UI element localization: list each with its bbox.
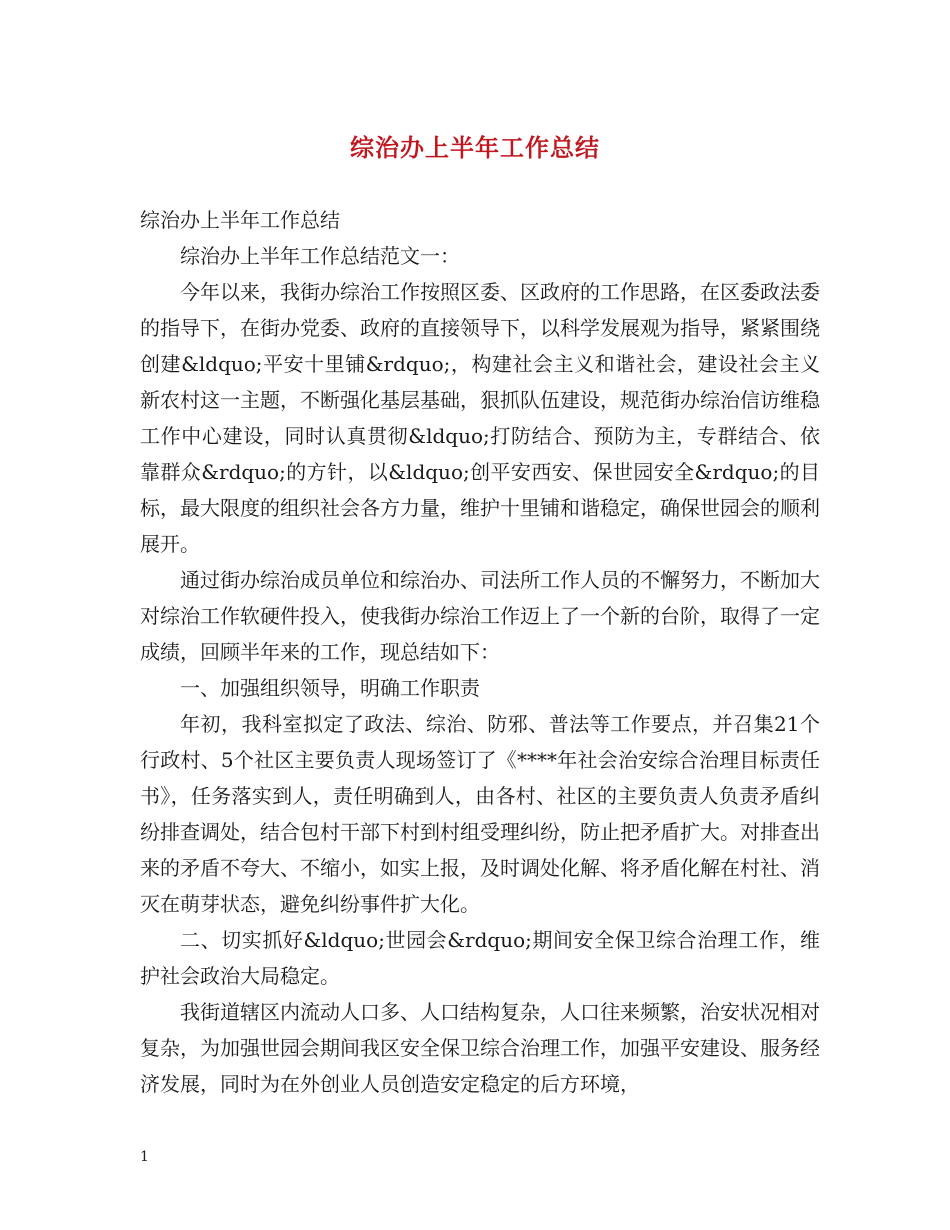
paragraph: 我街道辖区内流动人口多、人口结构复杂，人口往来频繁，治安状况相对复杂，为加强世园会期间我区安全保卫综合治理工作，加强平安建设、服务经济发展，同时为在外创业人员创造安定稳定的后方环境， <box>140 1000 820 1096</box>
paragraph: 综治办上半年工作总结范文一： <box>180 244 460 268</box>
document-title: 综治办上半年工作总结 <box>350 133 600 162</box>
paragraph: 综治办上半年工作总结 <box>140 208 340 232</box>
section-heading: 一、加强组织领导，明确工作职责 <box>180 676 480 700</box>
page-number: 1 <box>140 1149 149 1165</box>
paragraph: 通过街办综治成员单位和综治办、司法所工作人员的不懈努力，不断加大对综治工作软硬件投入，使我街办综治工作迈上了一个新的台阶，取得了一定成绩，回顾半年来的工作，现总结如下： <box>140 568 820 664</box>
paragraph: 年初，我科室拟定了政法、综治、防邪、普法等工作要点，并召集21个行政村、5个社区主要负责人现场签订了《****年社会治安综合治理目标责任书》，任务落实到人，责任明确到人，由各村、社区的主要负责人负责矛盾纠纷排查调处，结合包村干部下村到村组受理纠纷，防止把矛盾扩大。对排查出来的矛盾不夸大、不缩小，如实上报，及时调处化解、将矛盾化解在村社、消灭在萌芽状态，避免纠纷事件扩大化。 <box>140 712 820 916</box>
paragraph: 今年以来，我街办综治工作按照区委、区政府的工作思路，在区委政法委的指导下，在街办党委、政府的直接领导下，以科学发展观为指导，紧紧围绕创建&ldquo;平安十里铺&rdquo;，构建社会主义和谐社会，建设社会主义新农村这一主题，不断强化基层基础，狠抓队伍建设，规范街办综治信访维稳工作中心建设，同时认真贯彻&ldquo;打防结合、预防为主，专群结合、依靠群众&rdquo;的方针，以&ldquo;创平安西安、保世园安全&rdquo;的目标，最大限度的组织社会各方力量，维护十里铺和谐稳定，确保世园会的顺利展开。 <box>140 280 820 556</box>
document-body <box>140 202 820 1102</box>
section-heading: 二、切实抓好&ldquo;世园会&rdquo;期间安全保卫综合治理工作，维护社会政治大局稳定。 <box>140 928 820 988</box>
